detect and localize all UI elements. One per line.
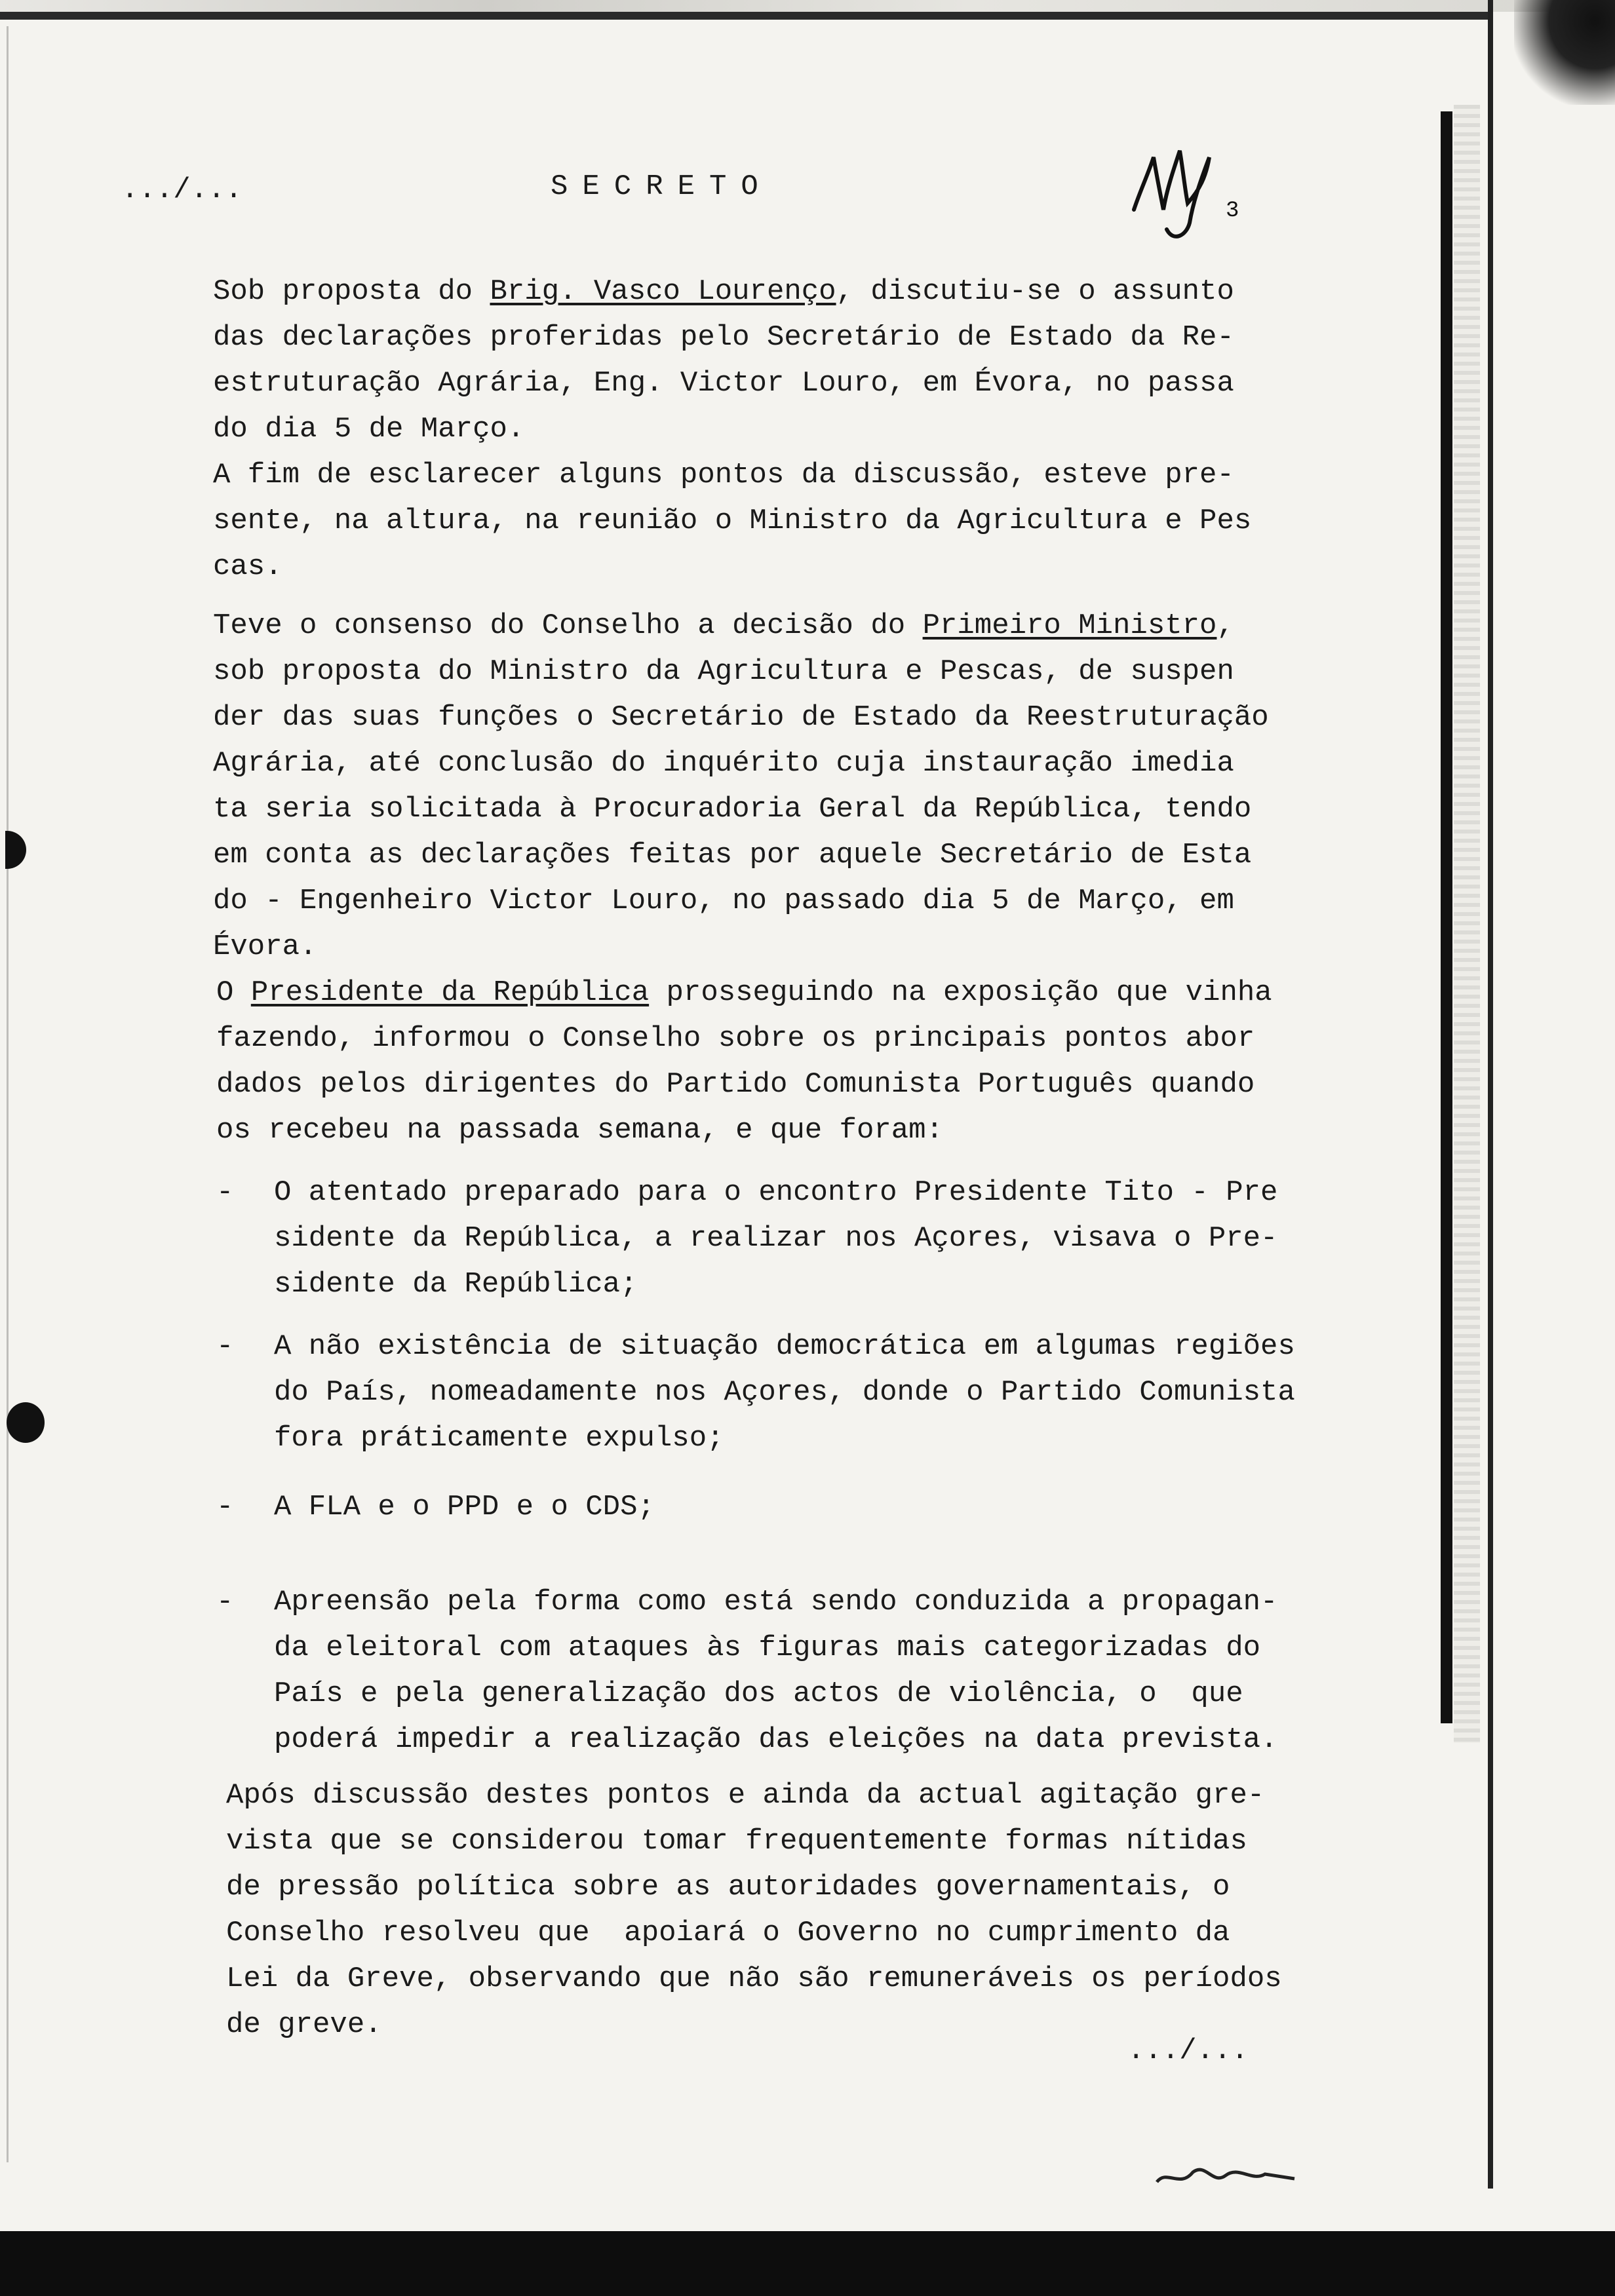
text-segment: do - Engenheiro Victor Louro, no passado dia 5 de Março, em <box>213 885 1234 917</box>
text-line <box>216 1016 1272 1062</box>
bullet-item <box>274 1484 655 1530</box>
header-continuation: .../... <box>121 174 243 206</box>
text-segment: Sob proposta do <box>213 275 490 308</box>
bullet-dash: - <box>216 1330 234 1363</box>
text-line <box>213 498 1251 544</box>
text-segment: der das suas funções o Secretário de Estado da Reestruturação <box>213 701 1269 734</box>
text-segment: A fim de esclarecer alguns pontos da discussão, esteve pre- <box>213 459 1234 491</box>
bullet-item <box>274 1170 1277 1307</box>
bullet-line: Apreensão pela forma como está sendo conduzida a propagan- <box>274 1586 1278 1618</box>
text-segment: ta seria solicitada à Procuradoria Geral da República, tendo <box>213 793 1252 826</box>
bullet-line: poderá impedir a realização das eleições na data prevista. <box>274 1723 1278 1756</box>
text-line: de pressão política sobre as autoridades governamentais, o <box>226 1871 1230 1904</box>
text-segment: cas. <box>213 550 282 583</box>
scan-top-noise <box>0 0 1615 12</box>
bullet-line: da eleitoral com ataques às figuras mais categorizadas do <box>274 1632 1261 1664</box>
text-segment: , discutiu-se o assunto <box>836 275 1234 308</box>
text-line <box>213 740 1269 786</box>
text-line <box>213 832 1269 878</box>
bullet-line: sidente da República; <box>274 1268 638 1301</box>
bullet-dash: - <box>216 1176 234 1209</box>
bullet-line: A não existência de situação democrática em algumas regiões <box>274 1330 1295 1363</box>
text-segment: sob proposta do Ministro da Agricultura e Pescas, de suspen <box>213 655 1234 688</box>
text-segment: estruturação Agrária, Eng. Victor Louro, em Évora, no passa <box>213 367 1234 400</box>
text-line: Lei da Greve, observando que não são remuneráveis os períodos <box>226 1962 1282 1995</box>
text-line <box>213 269 1234 315</box>
text-line <box>216 970 1272 1016</box>
bullet-item <box>274 1324 1295 1461</box>
text-line <box>213 603 1269 649</box>
scan-bottom-edge <box>0 2231 1615 2296</box>
text-line <box>213 360 1234 406</box>
punch-hole-mark <box>5 831 26 869</box>
text-line: vista que se considerou tomar frequentemente formas nítidas <box>226 1825 1247 1858</box>
bullet-dash: - <box>216 1491 234 1523</box>
footer-continuation: .../... <box>1127 2035 1249 2067</box>
scan-top-edge <box>0 12 1488 20</box>
text-segment: dados pelos dirigentes do Partido Comunista Português quando <box>216 1068 1255 1101</box>
binding-bar <box>1441 111 1452 1723</box>
text-line: Após discussão destes pontos e ainda da actual agitação gre- <box>226 1779 1265 1812</box>
text-line <box>213 315 1234 360</box>
left-margin-rule <box>7 26 9 2162</box>
text-line: Conselho resolveu que apoiará o Governo no cumprimento da <box>226 1917 1230 1949</box>
paragraph <box>213 452 1251 590</box>
punch-hole-dot <box>7 1402 45 1443</box>
text-line <box>213 924 1269 970</box>
paragraph <box>213 603 1269 970</box>
scan-corner-shadow <box>1514 0 1615 105</box>
closing-text <box>226 1772 1282 2048</box>
text-line <box>216 1107 1272 1153</box>
text-segment: prosseguindo na exposição que vinha <box>649 976 1272 1009</box>
text-line: de greve. <box>226 2008 382 2041</box>
text-line <box>213 786 1269 832</box>
bullet-line: do País, nomeadamente nos Açores, donde o Partido Comunista <box>274 1376 1295 1409</box>
underlined-name: Primeiro Ministro <box>922 609 1217 642</box>
text-segment: em conta as declarações feitas por aquele Secretário de Esta <box>213 839 1252 871</box>
text-segment: sente, na altura, na reunião o Ministro da Agricultura e Pes <box>213 505 1252 537</box>
text-line <box>213 544 1251 590</box>
text-segment: , <box>1216 609 1234 642</box>
bullet-item <box>274 1579 1277 1763</box>
paragraph <box>216 970 1272 1153</box>
underlined-name: Brig. Vasco Lourenço <box>490 275 836 308</box>
handwritten-initials-icon <box>1127 131 1245 249</box>
bullet-line: fora práticamente expulso; <box>274 1422 724 1455</box>
bullet-dash: - <box>216 1586 234 1618</box>
text-line <box>213 452 1251 498</box>
text-line <box>216 1062 1272 1107</box>
page-number: 3 <box>1226 199 1239 223</box>
text-segment: das declarações proferidas pelo Secretário de Estado da Re- <box>213 321 1234 354</box>
text-line <box>213 649 1269 695</box>
classification-title: SECRETO <box>551 170 773 203</box>
scan-right-edge <box>1488 0 1493 2189</box>
text-line <box>213 878 1269 924</box>
bullet-line: sidente da República, a realizar nos Açores, visava o Pre- <box>274 1222 1278 1255</box>
text-segment: O <box>216 976 251 1009</box>
paragraph <box>213 269 1234 452</box>
text-line <box>213 406 1234 452</box>
text-line <box>213 695 1269 740</box>
text-segment: os recebeu na passada semana, e que foram: <box>216 1114 943 1147</box>
bottom-stamp-scribble-icon <box>1154 2156 1298 2195</box>
text-segment: fazendo, informou o Conselho sobre os principais pontos abor <box>216 1022 1255 1055</box>
text-segment: Agrária, até conclusão do inquérito cuja instauração imedia <box>213 747 1234 780</box>
binding-strip <box>1454 105 1480 1743</box>
text-segment: Évora. <box>213 930 317 963</box>
underlined-name: Presidente da República <box>250 976 650 1009</box>
bullet-line: A FLA e o PPD e o CDS; <box>274 1491 655 1523</box>
text-segment: do dia 5 de Março. <box>213 413 525 446</box>
text-segment: Teve o consenso do Conselho a decisão do <box>213 609 923 642</box>
bullet-line: O atentado preparado para o encontro Presidente Tito - Pre <box>274 1176 1278 1209</box>
bullet-line: País e pela generalização dos actos de violência, o que <box>274 1677 1243 1710</box>
